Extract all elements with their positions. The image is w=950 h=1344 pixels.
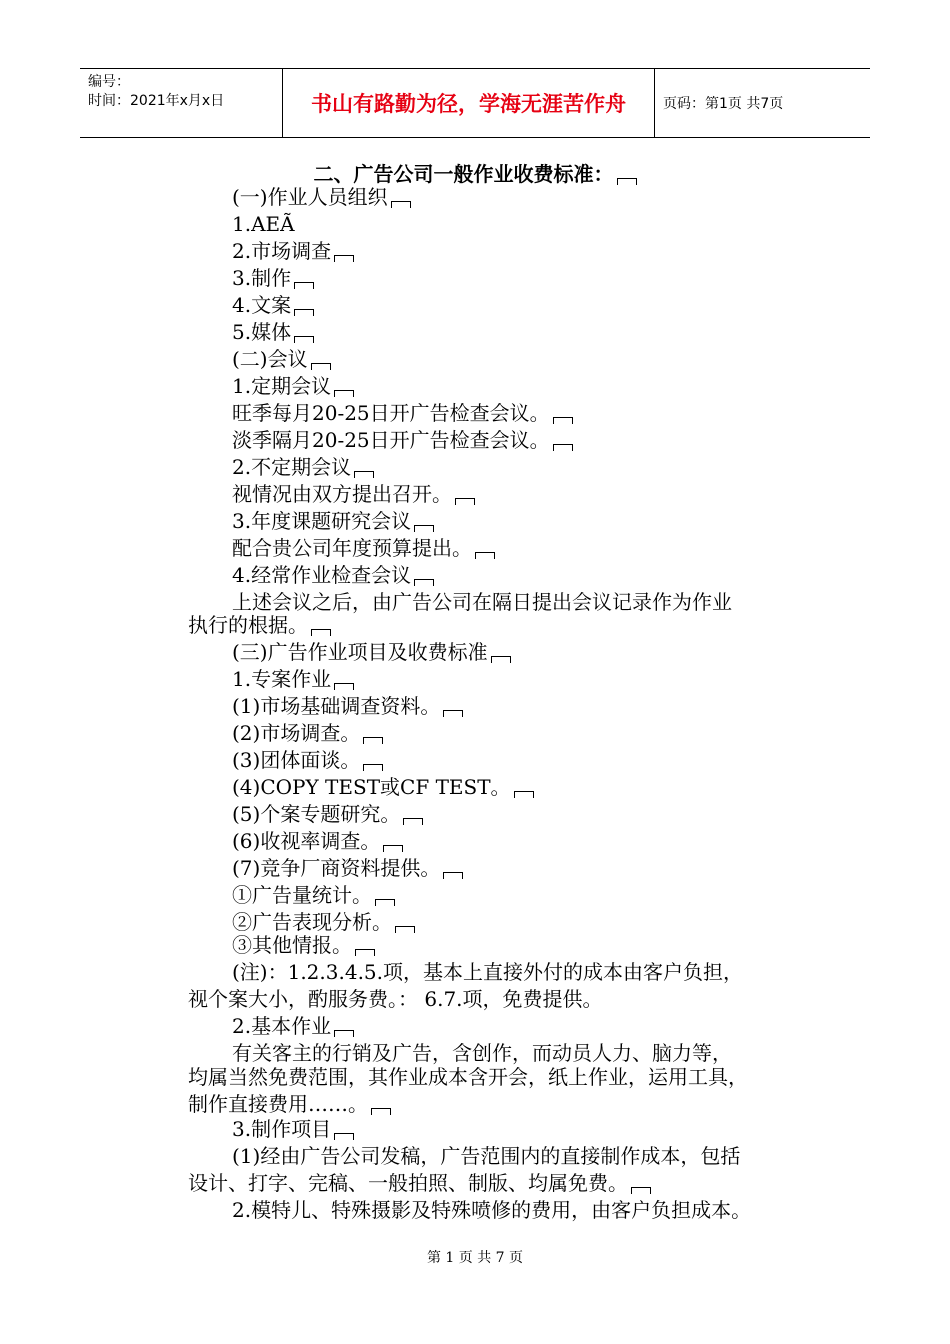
text-line: 上述会议之后，由广告公司在隔日提出会议记录作为作业 <box>232 590 732 614</box>
header-page-info: 页码：第1页 共7页 <box>663 96 784 112</box>
text-line: (注)：1.2.3.4.5.项，基本上直接外付的成本由客户负担， <box>232 960 744 984</box>
header-motto: 书山有路勤为径，学海无涯苦作舟 <box>311 92 626 116</box>
text-line: 3.制作项目 <box>232 1116 354 1143</box>
text-line: (2)市场调查。 <box>232 720 383 747</box>
paragraph-mark-icon <box>294 282 314 289</box>
paragraph-mark-icon <box>553 444 573 451</box>
paragraph-mark-icon <box>414 525 434 532</box>
page-footer: 第 1 页 共 7 页 <box>426 1250 524 1266</box>
paragraph-mark-icon <box>395 926 415 933</box>
text-line: (一)作业人员组织 <box>232 184 411 211</box>
text-line: 5.媒体 <box>232 319 314 346</box>
text-line: (二)会议 <box>232 346 331 373</box>
text-line: 1.定期会议 <box>232 373 354 400</box>
paragraph-mark-icon <box>617 178 637 185</box>
text-line: (4)COPY TEST或CF TEST。 <box>232 774 534 801</box>
text-line: 4.文案 <box>232 292 314 319</box>
text-line: 淡季隔月20-25日开广告检查会议。 <box>232 427 573 454</box>
paragraph-mark-icon <box>391 201 411 208</box>
paragraph-mark-icon <box>403 818 423 825</box>
text-line: ②广告表现分析。 <box>232 909 415 936</box>
text-line: 2.基本作业 <box>232 1013 354 1040</box>
text-line: (3)团体面谈。 <box>232 747 383 774</box>
paragraph-mark-icon <box>363 764 383 771</box>
paragraph-mark-icon <box>443 872 463 879</box>
paragraph-mark-icon <box>383 845 403 852</box>
text-line: 旺季每月20-25日开广告检查会议。 <box>232 400 573 427</box>
text-line: 2.模特儿、特殊摄影及特殊喷修的费用，由客户负担成本。 <box>232 1198 752 1222</box>
text-line: 2.市场调查 <box>232 238 354 265</box>
header-divider <box>654 69 655 137</box>
text-line: 设计、打字、完稿、一般拍照、制版、均属免费。 <box>188 1170 651 1197</box>
paragraph-mark-icon <box>334 1133 354 1140</box>
text-line: 3.制作 <box>232 265 314 292</box>
text-line: 1.AEÃ <box>232 212 295 236</box>
number-label: 编号： <box>88 74 130 90</box>
header-left-cell <box>88 73 224 111</box>
text-line: (7)竞争厂商资料提供。 <box>232 855 463 882</box>
paragraph-mark-icon <box>311 363 331 370</box>
paragraph-mark-icon <box>334 683 354 690</box>
paragraph-mark-icon <box>354 471 374 478</box>
paragraph-mark-icon <box>553 417 573 424</box>
paragraph-mark-icon <box>334 390 354 397</box>
paragraph-mark-icon <box>294 336 314 343</box>
text-line: 3.年度课题研究会议 <box>232 508 434 535</box>
paragraph-mark-icon <box>363 737 383 744</box>
paragraph-mark-icon <box>455 498 475 505</box>
paragraph-mark-icon <box>294 309 314 316</box>
text-line: (三)广告作业项目及收费标准 <box>232 639 511 666</box>
paragraph-mark-icon <box>334 1030 354 1037</box>
text-line: 有关客主的行销及广告，含创作，而动员人力、脑力等， <box>232 1041 732 1065</box>
text-line: 均属当然免费范围，其作业成本含开会，纸上作业，运用工具， <box>188 1065 748 1089</box>
text-line: (1)市场基础调查资料。 <box>232 693 463 720</box>
header-table <box>80 68 870 138</box>
text-line: (6)收视率调查。 <box>232 828 403 855</box>
text-line: 4.经常作业检查会议 <box>232 562 434 589</box>
text-line: 视情况由双方提出召开。 <box>232 481 475 508</box>
paragraph-mark-icon <box>491 656 511 663</box>
text-line: 2.不定期会议 <box>232 454 374 481</box>
text-line: ③其他情报。 <box>232 932 375 959</box>
text-line: (5)个案专题研究。 <box>232 801 423 828</box>
paragraph-mark-icon <box>514 791 534 798</box>
paragraph-mark-icon <box>443 710 463 717</box>
paragraph-mark-icon <box>475 552 495 559</box>
paragraph-mark-icon <box>414 579 434 586</box>
text-line: 制作直接费用……。 <box>188 1091 391 1118</box>
paragraph-mark-icon <box>375 899 395 906</box>
text-line: 执行的根据。 <box>188 612 331 639</box>
paragraph-mark-icon <box>311 629 331 636</box>
paragraph-mark-icon <box>355 949 375 956</box>
time-label: 时间：2021年x月x日 <box>88 93 225 109</box>
paragraph-mark-icon <box>631 1187 651 1194</box>
text-line: ①广告量统计。 <box>232 882 395 909</box>
text-line: 配合贵公司年度预算提出。 <box>232 535 495 562</box>
text-line: 1.专案作业 <box>232 666 354 693</box>
text-line: 视个案大小，酌服务费。： 6.7.项，免费提供。 <box>188 987 603 1011</box>
text-line: (1)经由广告公司发稿，广告范围内的直接制作成本，包括 <box>232 1144 741 1168</box>
document-title: 二、广告公司一般作业收费标准： <box>0 158 950 187</box>
paragraph-mark-icon <box>334 255 354 262</box>
paragraph-mark-icon <box>371 1108 391 1115</box>
